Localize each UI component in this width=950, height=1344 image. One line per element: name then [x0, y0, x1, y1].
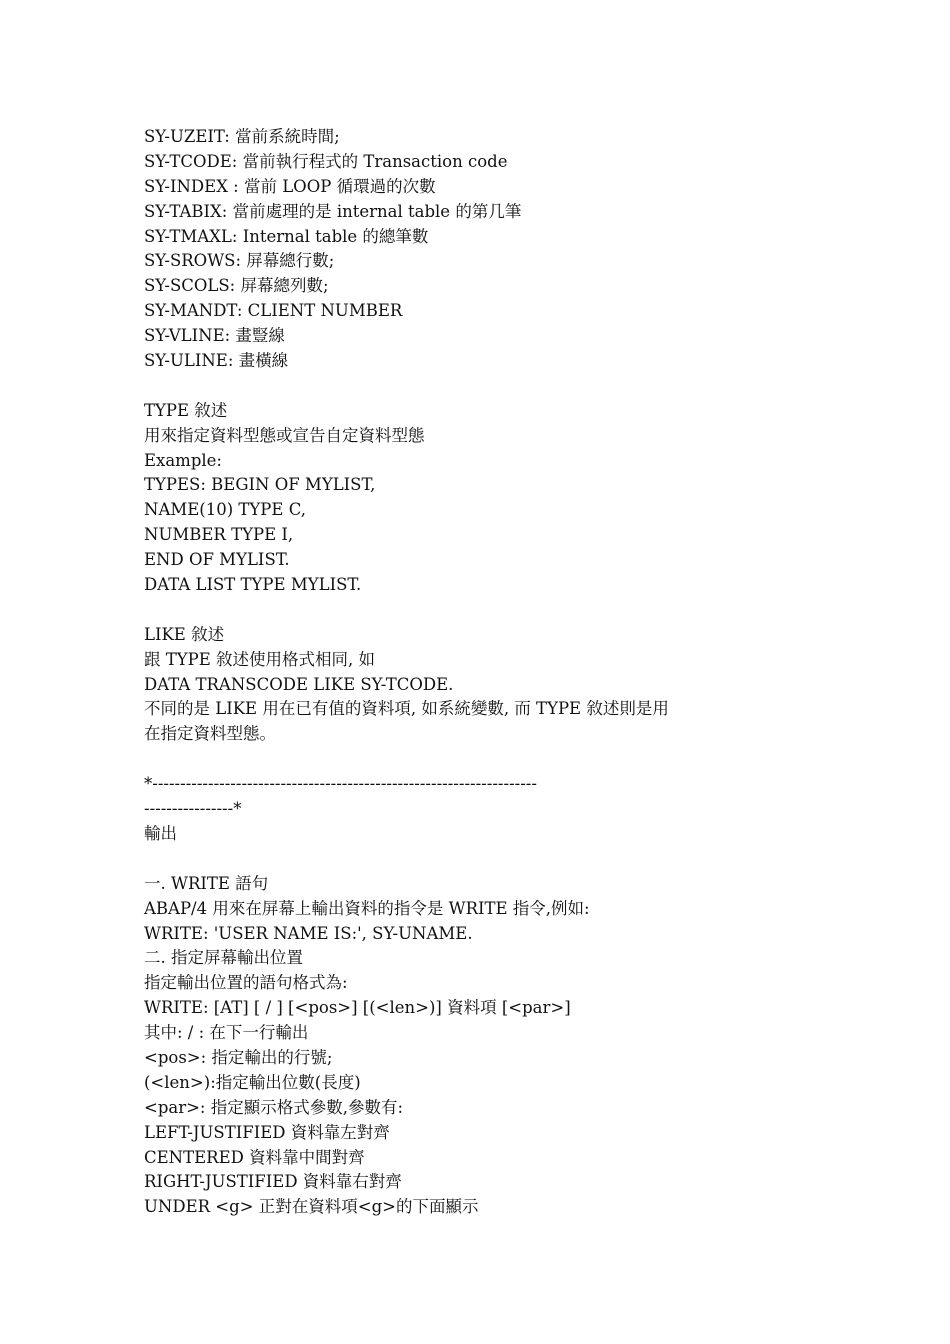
subheading-output-position: 二. 指定屏幕輸出位置 [144, 948, 303, 968]
text-line-sy-tcode: SY-TCODE: 當前執行程式的 Transaction code [144, 151, 508, 171]
text-line-par: <par>: 指定顯示格式參數,參數有: [144, 1097, 404, 1117]
text-line-sy-index: SY-INDEX : 當前 LOOP 循環過的次數 [144, 176, 436, 196]
text-line-like-description: 跟 TYPE 敘述使用格式相同, 如 [144, 649, 376, 669]
text-line-like-difference-cont: 在指定資料型態。 [144, 724, 276, 744]
text-line-format-intro: 指定輸出位置的語句格式為: [144, 973, 348, 993]
separator-line-2: ----------------* [144, 799, 242, 819]
separator-line-1: *--------------------------------------------------------------------- [144, 774, 537, 794]
text-line-like-difference: 不同的是 LIKE 用在已有值的資料項, 如系統變數, 而 TYPE 敘述則是用 [144, 699, 669, 719]
text-line-left-justified: LEFT-JUSTIFIED 資料靠左對齊 [144, 1122, 390, 1142]
blank-line [144, 847, 844, 872]
subheading-write: 一. WRITE 語句 [144, 873, 269, 893]
blank-line [144, 374, 844, 399]
code-line-end-of: END OF MYLIST. [144, 550, 290, 570]
text-line-sy-tabix: SY-TABIX: 當前處理的是 internal table 的第几筆 [144, 201, 522, 221]
blank-line [144, 598, 844, 623]
code-line-number: NUMBER TYPE I, [144, 525, 294, 545]
code-line-types-begin: TYPES: BEGIN OF MYLIST, [144, 475, 376, 495]
text-line-len: (<len>):指定輸出位數(長度) [144, 1072, 361, 1092]
section-heading-output: 輸出 [144, 823, 177, 843]
text-line-under: UNDER <g> 正對在資料項<g>的下面顯示 [144, 1197, 479, 1217]
code-line-name: NAME(10) TYPE C, [144, 500, 306, 520]
text-line-sy-srows: SY-SROWS: 屏幕總行數; [144, 251, 335, 271]
text-line-write-description: ABAP/4 用來在屏幕上輸出資料的指令是 WRITE 指令,例如: [144, 898, 590, 918]
text-line-sy-scols: SY-SCOLS: 屏幕總列數; [144, 276, 329, 296]
blank-line [144, 747, 844, 772]
text-line-sy-tmaxl: SY-TMAXL: Internal table 的總筆數 [144, 226, 429, 246]
text-line-centered: CENTERED 資料靠中間對齊 [144, 1147, 365, 1167]
code-line-write-syntax: WRITE: [AT] [ / ] [<pos>] [(<len>)] 資料項 [<par>] [144, 998, 571, 1018]
section-heading-like: LIKE 敘述 [144, 624, 225, 644]
code-line-write-example: WRITE: 'USER NAME IS:', SY-UNAME. [144, 923, 473, 943]
code-line-data-transcode: DATA TRANSCODE LIKE SY-TCODE. [144, 674, 454, 694]
text-line-pos: <pos>: 指定輸出的行號; [144, 1047, 333, 1067]
text-line-sy-mandt: SY-MANDT: CLIENT NUMBER [144, 301, 403, 321]
text-line-sy-uzeit: SY-UZEIT: 當前系統時間; [144, 127, 340, 146]
text-line-sy-uline: SY-ULINE: 畫橫線 [144, 351, 289, 371]
section-heading-type: TYPE 敘述 [144, 400, 228, 420]
document-body [144, 125, 844, 1220]
text-line-type-description: 用來指定資料型態或宣告自定資料型態 [144, 425, 425, 445]
code-line-data-list: DATA LIST TYPE MYLIST. [144, 575, 362, 595]
text-line-right-justified: RIGHT-JUSTIFIED 資料靠右對齊 [144, 1172, 402, 1192]
text-line-slash: 其中: / : 在下一行輸出 [144, 1023, 309, 1043]
text-line-example-label: Example: [144, 450, 222, 470]
text-line-sy-vline: SY-VLINE: 畫豎線 [144, 326, 285, 346]
